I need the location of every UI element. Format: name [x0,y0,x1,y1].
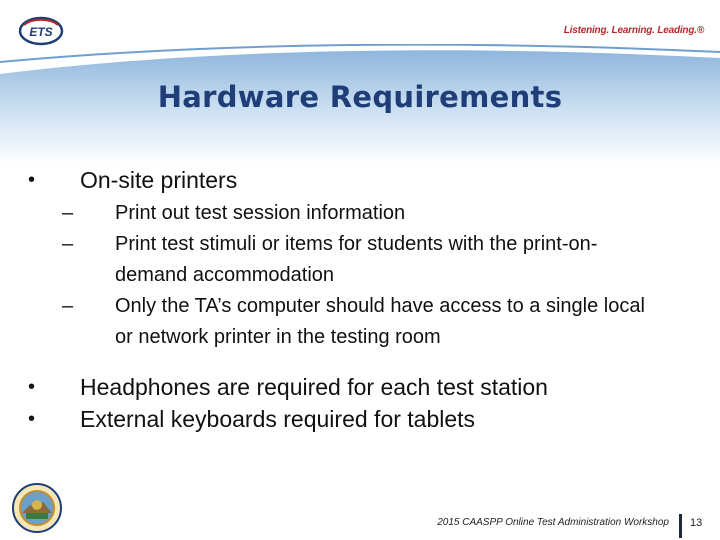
sub-bullet-text: Print test stimuli or items for students with the print-on-demand accommodation [115,233,598,286]
footer-divider [679,514,682,538]
page-number: 13 [690,517,703,529]
sub-bullet-text: Print out test session information [115,202,406,224]
bullet-text: External keyboards required for tablets [80,406,476,432]
sub-bullet-symbol: – [62,202,74,224]
sub-bullet-symbol: – [62,233,74,255]
bullet-symbol: • [28,169,36,191]
sub-bullet-text: Only the TA’s computer should have access to a single local or network printer in the testing room [115,295,645,348]
bullet-symbol: • [28,408,36,430]
tagline: Listening. Learning. Leading.® [563,25,704,36]
slide-title: Hardware Requirements [157,80,563,114]
sub-bullet-symbol: – [62,295,74,317]
ets-logo-icon [18,16,64,46]
footer-workshop: 2015 CAASPP Online Test Administration Workshop [437,517,669,528]
logo-text: ETS [29,25,53,39]
bullet-text: On-site printers [80,167,238,193]
bullet-text: Headphones are required for each test station [80,374,548,400]
state-seal-icon [12,483,62,533]
bullet-symbol: • [28,376,36,398]
